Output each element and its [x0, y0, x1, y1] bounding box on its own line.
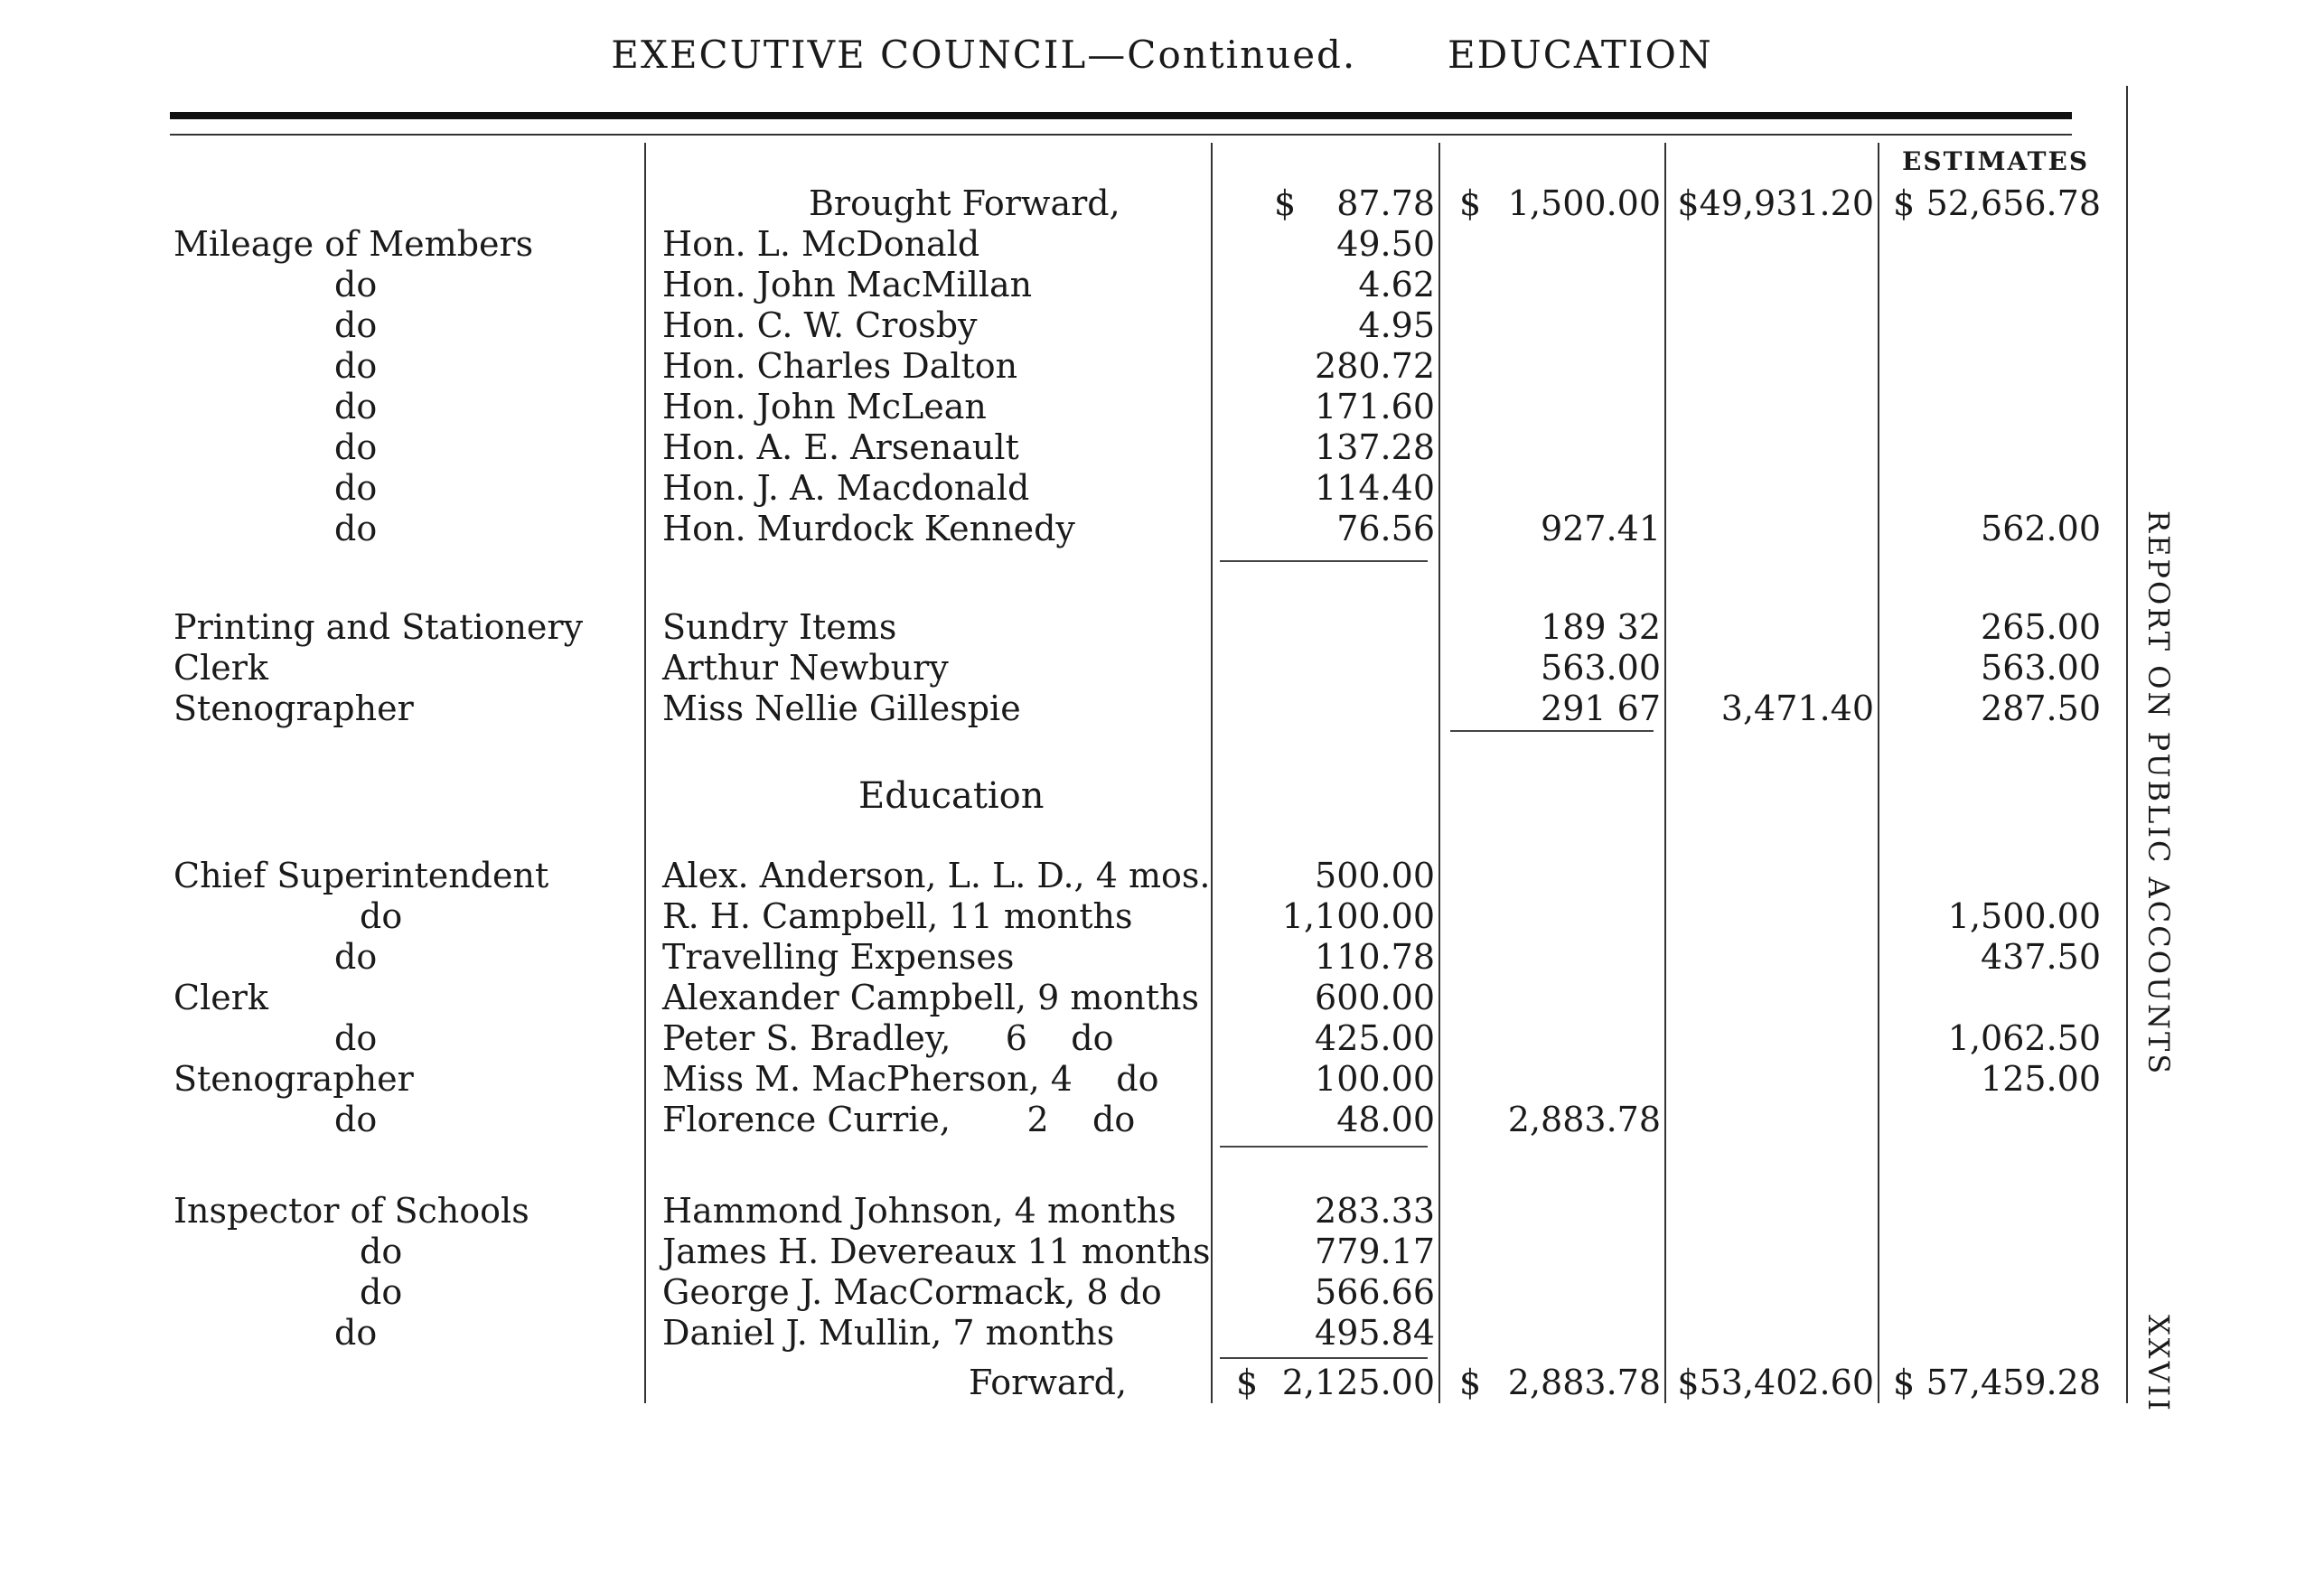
- amount-cell: 171.60: [1315, 387, 1435, 426]
- amount-cell: 280.72: [1315, 346, 1435, 386]
- row-label: Inspector of Schools: [173, 1191, 529, 1231]
- amount-cell: 4.95: [1358, 305, 1435, 345]
- row-label: do: [360, 1232, 403, 1271]
- payee-name: Hon. A. E. Arsenault: [662, 427, 1019, 467]
- amount-cell: 2,125.00: [1281, 1363, 1435, 1402]
- dollar-sign: $: [1893, 1363, 1916, 1402]
- payee-name: Hon. John McLean: [662, 387, 987, 426]
- amount-cell: 125.00: [1981, 1059, 2101, 1099]
- section-heading: Education: [858, 775, 1045, 817]
- dollar-sign: $: [1893, 183, 1916, 223]
- side-running-title: REPORT ON PUBLIC ACCOUNTS: [2141, 511, 2176, 1077]
- row-label: do: [334, 1313, 378, 1353]
- table-row: [0, 856, 2169, 895]
- payee-name: Daniel J. Mullin, 7 months: [662, 1313, 1115, 1353]
- payee-name: Miss M. MacPherson, 4 do: [662, 1059, 1159, 1099]
- amount-cell: 1,500.00: [1507, 183, 1661, 223]
- table-row: [0, 1272, 2169, 1312]
- table-row: [0, 305, 2169, 345]
- amount-cell: 76.56: [1336, 509, 1435, 548]
- header-rule-thin: [170, 134, 2072, 136]
- payee-name: Miss Nellie Gillespie: [662, 689, 1021, 728]
- row-label: Clerk: [173, 978, 268, 1017]
- row-label: do: [334, 937, 378, 977]
- table-row: [0, 265, 2169, 304]
- row-label: Printing and Stationery: [173, 607, 584, 647]
- estimates-heading: ESTIMATES: [1902, 146, 2090, 176]
- row-label: do: [334, 1100, 378, 1139]
- table-row: [0, 648, 2169, 688]
- subtotal-rule: [1220, 1357, 1428, 1359]
- payee-name: Arthur Newbury: [662, 648, 949, 688]
- amount-cell: 600.00: [1315, 978, 1435, 1017]
- payee-name: George J. MacCormack, 8 do: [662, 1272, 1162, 1312]
- forward-label: Forward,: [969, 1363, 1128, 1402]
- amount-cell: 437.50: [1981, 937, 2101, 977]
- payee-name: Hon. Murdock Kennedy: [662, 509, 1075, 548]
- page-header: [0, 33, 2324, 77]
- row-label: do: [360, 896, 403, 936]
- amount-cell: 927.41: [1541, 509, 1661, 548]
- amount-cell: 48.00: [1336, 1100, 1435, 1139]
- dollar-sign: $: [1459, 1363, 1482, 1402]
- amount-cell: 563.00: [1981, 648, 2101, 688]
- row-label: do: [360, 1272, 403, 1312]
- dollar-sign: $: [1274, 183, 1297, 223]
- amount-cell: 562.00: [1981, 509, 2101, 548]
- header-rule-thick: [170, 112, 2072, 119]
- row-label: Mileage of Members: [173, 224, 534, 264]
- row-label: do: [334, 305, 378, 345]
- subtotal-rule: [1450, 730, 1654, 732]
- amount-cell: 49.50: [1336, 224, 1435, 264]
- table-row: [0, 978, 2169, 1017]
- amount-cell: 2,883.78: [1507, 1363, 1661, 1402]
- amount-cell: 52,656.78: [1926, 183, 2101, 223]
- subtotal-rule: [1220, 1146, 1428, 1148]
- payee-name: R. H. Campbell, 11 months: [662, 896, 1133, 936]
- amount-cell: 87.78: [1336, 183, 1435, 223]
- payee-name: Hon. John MacMillan: [662, 265, 1033, 304]
- row-label: do: [334, 1018, 378, 1058]
- page-number: XXVII: [2141, 1315, 2176, 1413]
- subtotal-rule: [1220, 560, 1428, 562]
- dollar-sign: $: [1236, 1363, 1259, 1402]
- amount-cell: 57,459.28: [1926, 1363, 2101, 1402]
- table-row: [0, 937, 2169, 977]
- table-row: [0, 689, 2169, 728]
- table-row: [0, 1191, 2169, 1231]
- table-row: [0, 509, 2169, 548]
- amount-cell: 189 32: [1541, 607, 1661, 647]
- row-label: do: [334, 468, 378, 508]
- amount-cell: 283.33: [1315, 1191, 1435, 1231]
- amount-cell: 500.00: [1315, 856, 1435, 895]
- payee-name: Hammond Johnson, 4 months: [662, 1191, 1176, 1231]
- row-label: do: [334, 509, 378, 548]
- payee-name: Travelling Expenses: [662, 937, 1015, 977]
- payee-name: Hon. J. A. Macdonald: [662, 468, 1030, 508]
- amount-cell: 1,100.00: [1281, 896, 1435, 936]
- amount-cell: 1,500.00: [1947, 896, 2101, 936]
- table-row: [0, 1018, 2169, 1058]
- row-label: Stenographer: [173, 689, 414, 728]
- payee-name: Hon. Charles Dalton: [662, 346, 1018, 386]
- amount-cell: 3,471.40: [1720, 689, 1874, 728]
- table-row: [0, 896, 2169, 936]
- payee-name: James H. Devereaux 11 months: [662, 1232, 1211, 1271]
- table-row: [0, 1100, 2169, 1139]
- row-label: Stenographer: [173, 1059, 414, 1099]
- table-row: [0, 427, 2169, 467]
- amount-cell: 114.40: [1315, 468, 1435, 508]
- amount-cell: 1,062.50: [1947, 1018, 2101, 1058]
- amount-cell: $53,402.60: [1677, 1363, 1874, 1402]
- amount-cell: 566.66: [1315, 1272, 1435, 1312]
- dollar-sign: $: [1459, 183, 1482, 223]
- payee-name: Sundry Items: [662, 607, 897, 647]
- amount-cell: 779.17: [1315, 1232, 1435, 1271]
- row-label: do: [334, 346, 378, 386]
- amount-cell: 137.28: [1315, 427, 1435, 467]
- payee-name: Peter S. Bradley, 6 do: [662, 1018, 1114, 1058]
- row-label: Clerk: [173, 648, 268, 688]
- table-row: [0, 224, 2169, 264]
- row-label: do: [334, 387, 378, 426]
- amount-cell: 265.00: [1981, 607, 2101, 647]
- amount-cell: $49,931.20: [1677, 183, 1874, 223]
- payee-name: Alexander Campbell, 9 months: [662, 978, 1199, 1017]
- table-row: [0, 468, 2169, 508]
- forward-row: [0, 1363, 2169, 1402]
- payee-name: Alex. Anderson, L. L. D., 4 mos.: [662, 856, 1211, 895]
- amount-cell: 563.00: [1541, 648, 1661, 688]
- amount-cell: 2,883.78: [1507, 1100, 1661, 1139]
- table-row: [0, 346, 2169, 386]
- table-row: [0, 1232, 2169, 1271]
- payee-name: Hon. L. McDonald: [662, 224, 980, 264]
- amount-cell: 100.00: [1315, 1059, 1435, 1099]
- amount-cell: 425.00: [1315, 1018, 1435, 1058]
- brought-forward-label: Brought Forward,: [809, 183, 1120, 223]
- table-row: [0, 1059, 2169, 1099]
- brought-forward-row: [0, 183, 2169, 223]
- row-label: do: [334, 427, 378, 467]
- row-label: do: [334, 265, 378, 304]
- amount-cell: 287.50: [1981, 689, 2101, 728]
- row-label: Chief Superintendent: [173, 856, 549, 895]
- payee-name: Hon. C. W. Crosby: [662, 305, 978, 345]
- amount-cell: 4.62: [1358, 265, 1435, 304]
- table-row: [0, 1313, 2169, 1353]
- amount-cell: 110.78: [1315, 937, 1435, 977]
- amount-cell: 495.84: [1315, 1313, 1435, 1353]
- table-row: [0, 607, 2169, 647]
- header-title: EXECUTIVE COUNCIL—Continued.: [611, 33, 1357, 77]
- header-section: EDUCATION: [1448, 33, 1713, 77]
- amount-cell: 291 67: [1541, 689, 1661, 728]
- table-row: [0, 387, 2169, 426]
- payee-name: Florence Currie, 2 do: [662, 1100, 1136, 1139]
